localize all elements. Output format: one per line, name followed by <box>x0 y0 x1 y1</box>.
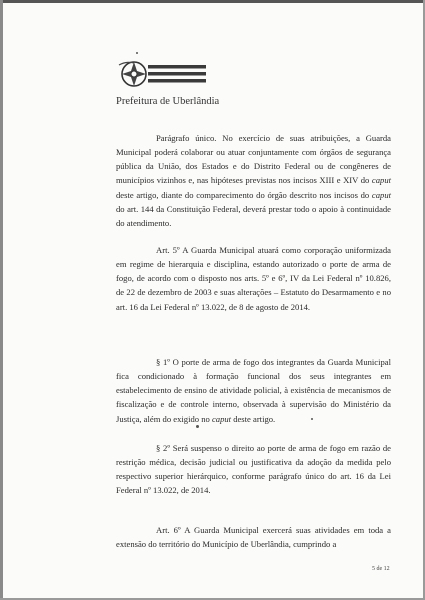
paragraph-text: Parágrafo único. No exercício de suas atribuições, a Guarda Municipal poderá colaborar ou atuar conjuntamente com órgãos de segurança pública da União, dos Estados e do Distrito Federal ou de congêneres de municípios vizinhos e, nas hipóteses previstas nos incisos XIII e XIV do <box>116 132 391 186</box>
italic-term: caput <box>371 189 391 200</box>
organization-name: Prefeitura de Uberlândia <box>116 96 220 107</box>
paragraph-text: Art. 6º A Guarda Municipal exercerá suas atividades em toda a extensão do território do Município de Uberlândia, cumprindo a <box>116 524 391 549</box>
section-2-paragraph <box>116 441 391 498</box>
scan-edge-top <box>0 0 425 3</box>
article-5-paragraph <box>116 243 391 314</box>
scan-speck <box>136 52 138 54</box>
paragraph-text: § 2º Será suspenso o direito ao porte de arma de fogo em razão de restrição médica, decisão judicial ou justificativa da adoção da medida pelo respectivo superior hierárquico, conforme parágrafo único do art. 16 da Lei Federal nº 13.022, de 2014. <box>116 442 391 496</box>
paragraph-sole <box>116 131 391 231</box>
paragraph-text: Art. 5º A Guarda Municipal atuará como corporação uniformizada em regime de hierarquia e disciplina, estando autorizado o porte de arma de fogo, de acordo com o disposto nos arts. 5º e 6º, IV da Lei Federal nº 10.826, de 22 de dezembro de 2003 e suas alterações – Estatuto do Desarmamento e no art. 16 da Lei Federal nº 13.022, de 8 de agosto de 2014. <box>116 244 391 312</box>
page-number: 5 de 12 <box>372 566 390 572</box>
scan-edge-left <box>0 0 3 600</box>
italic-term: caput <box>211 413 232 424</box>
section-1-paragraph <box>116 355 391 426</box>
article-6-paragraph <box>116 523 391 552</box>
paragraph-text: § 1º O porte de arma de fogo dos integrantes da Guarda Municipal fica condicionado à formação funcional dos seus integrantes em estabelecimento de ensino de atividade policial, à existência de mecanismos de fiscalização e de controle interno, observada à supervisão do Ministério da Justiça, além do exigido no <box>116 356 391 424</box>
italic-term: caput <box>371 175 391 186</box>
municipal-logo-icon <box>116 58 208 90</box>
paragraph-text: deste artigo. <box>231 413 276 424</box>
paragraph-text: do art. 144 da Constituição Federal, deverá prestar todo o apoio à continuidade do atendimento. <box>116 204 391 229</box>
paragraph-text: deste artigo, diante do comparecimento do órgão descrito nos incisos do <box>116 189 372 200</box>
